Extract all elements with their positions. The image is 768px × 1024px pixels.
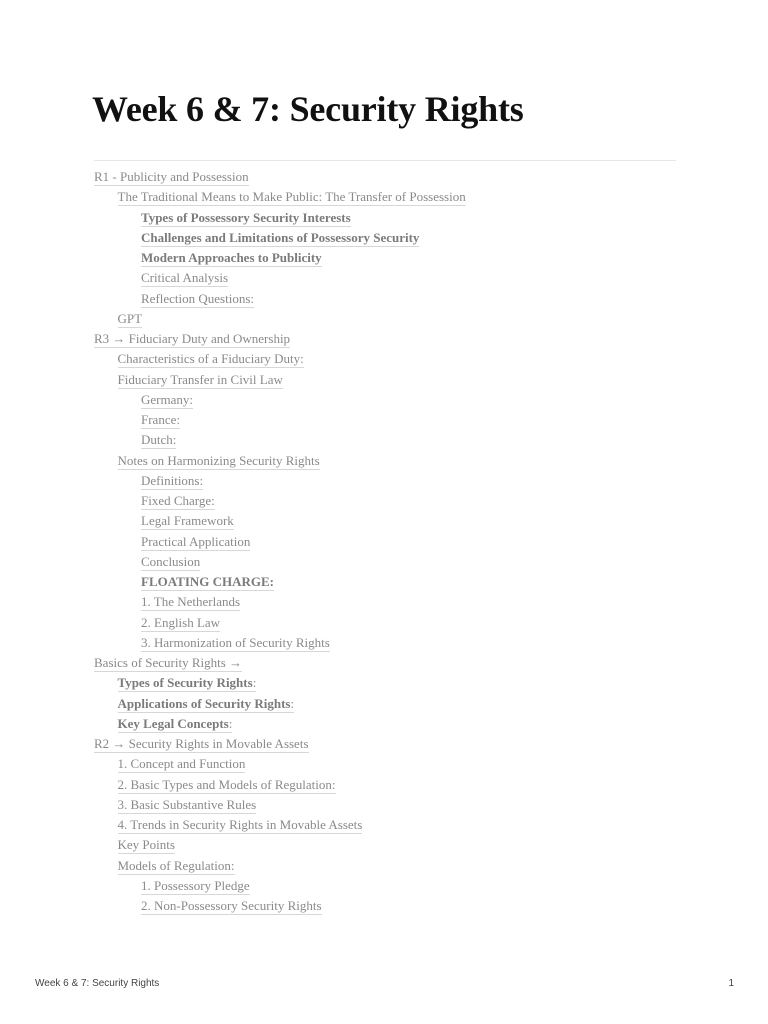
toc-link[interactable] — [141, 554, 200, 571]
page-title: Week 6 & 7: Security Rights — [92, 89, 524, 129]
toc-link-label: France: — [141, 412, 180, 427]
toc-item — [94, 815, 466, 835]
toc-link-label: 2. Basic Types and Models of Regulation: — [117, 776, 336, 792]
toc-link-label: Critical Analysis — [141, 270, 229, 286]
toc-item — [94, 491, 466, 511]
toc-link[interactable] — [94, 331, 290, 348]
toc-link[interactable] — [141, 250, 322, 267]
toc-link-label: Modern Approaches to Publicity — [141, 250, 322, 265]
toc-link-label: Challenges and Limitations of Possessory Security — [141, 229, 420, 245]
toc-link-label: Applications of Security Rights — [117, 695, 291, 711]
toc-item — [94, 390, 466, 410]
toc-item — [94, 349, 466, 369]
toc-link-label: The Traditional Means to Make Public: The Transfer of Possession — [117, 189, 466, 205]
toc-link[interactable] — [118, 716, 233, 733]
toc-item — [94, 228, 466, 248]
toc-link[interactable] — [118, 675, 257, 692]
footer-page-number: 1 — [728, 978, 734, 989]
toc-link[interactable] — [94, 736, 309, 753]
toc-item — [94, 613, 466, 633]
toc-link-suffix: : — [252, 675, 257, 691]
toc-link-label: 4. Trends in Security Rights in Movable Assets — [117, 817, 363, 832]
toc-link-label: Types of Possessory Security Interests — [141, 209, 351, 225]
toc-link-label: Notes on Harmonizing Security Rights — [117, 452, 320, 468]
toc-link[interactable] — [141, 270, 228, 287]
table-of-contents — [94, 167, 466, 916]
toc-link[interactable] — [118, 797, 257, 814]
toc-link[interactable] — [141, 493, 215, 510]
toc-link[interactable] — [118, 696, 295, 713]
toc-item — [94, 552, 466, 572]
toc-link[interactable] — [141, 230, 419, 247]
toc-item — [94, 451, 466, 471]
toc-item — [94, 208, 466, 228]
toc-item — [94, 430, 466, 450]
toc-item — [94, 876, 466, 896]
toc-link-label: Conclusion — [141, 553, 201, 569]
toc-item — [94, 592, 466, 612]
toc-link[interactable] — [141, 291, 254, 308]
toc-link[interactable] — [94, 655, 242, 672]
toc-link[interactable] — [118, 817, 363, 834]
toc-item — [94, 572, 466, 592]
toc-link-suffix: : — [290, 695, 295, 711]
toc-link-label: Basics of Security Rights → — [94, 655, 243, 670]
toc-item — [94, 309, 466, 329]
toc-link[interactable] — [141, 210, 351, 227]
toc-link[interactable] — [141, 878, 250, 895]
toc-link-label: 1. Possessory Pledge — [141, 877, 250, 893]
toc-link-suffix: : — [228, 715, 233, 731]
toc-link[interactable] — [141, 898, 322, 915]
toc-link-label: 3. Basic Substantive Rules — [117, 796, 257, 812]
toc-item — [94, 167, 466, 187]
toc-item — [94, 187, 466, 207]
toc-item — [94, 329, 466, 349]
toc-link-label: Characteristics of a Fiduciary Duty: — [117, 351, 304, 367]
toc-link[interactable] — [141, 432, 176, 449]
toc-link-label: Fiduciary Transfer in Civil Law — [117, 371, 283, 387]
toc-link[interactable] — [118, 777, 336, 794]
toc-link-label: R2 → Security Rights in Movable Assets — [94, 736, 309, 751]
toc-link[interactable] — [118, 351, 304, 368]
toc-link-label: R3 → Fiduciary Duty and Ownership — [94, 331, 291, 346]
toc-item — [94, 734, 466, 754]
toc-link[interactable] — [118, 837, 175, 854]
toc-item — [94, 653, 466, 673]
toc-item — [94, 370, 466, 390]
toc-link-label: Legal Framework — [141, 513, 234, 529]
toc-link-label: Models of Regulation: — [117, 857, 235, 873]
toc-link-label: R1 - Publicity and Possession — [94, 169, 249, 184]
toc-link[interactable] — [141, 392, 193, 409]
toc-item — [94, 775, 466, 795]
toc-link[interactable] — [141, 635, 330, 652]
toc-link[interactable] — [118, 756, 246, 773]
toc-item — [94, 896, 466, 916]
toc-link-label: GPT — [117, 310, 143, 326]
toc-item — [94, 289, 466, 309]
toc-item — [94, 714, 466, 734]
toc-item — [94, 471, 466, 491]
toc-link-label: 1. The Netherlands — [141, 594, 241, 610]
toc-item — [94, 856, 466, 876]
toc-link[interactable] — [118, 453, 320, 470]
toc-item — [94, 511, 466, 531]
toc-item — [94, 694, 466, 714]
toc-link-label: Key Points — [117, 837, 175, 853]
toc-link[interactable] — [141, 615, 220, 632]
toc-link-label: 1. Concept and Function — [117, 756, 246, 772]
toc-link-label: Key Legal Concepts — [117, 715, 229, 731]
toc-link[interactable] — [94, 169, 249, 186]
toc-link-label: Germany: — [141, 391, 193, 407]
toc-link[interactable] — [118, 372, 283, 389]
toc-item — [94, 795, 466, 815]
toc-link-label: Practical Application — [141, 533, 251, 549]
toc-item — [94, 754, 466, 774]
toc-item — [94, 673, 466, 693]
toc-link[interactable] — [118, 189, 466, 206]
toc-item — [94, 532, 466, 552]
toc-link[interactable] — [118, 858, 235, 875]
toc-item — [94, 410, 466, 430]
toc-link-label: Reflection Questions: — [141, 290, 255, 306]
toc-link-label: Types of Security Rights — [117, 675, 253, 691]
toc-link-label: 2. English Law — [141, 614, 221, 630]
toc-item — [94, 248, 466, 268]
toc-link[interactable] — [141, 594, 240, 611]
toc-link[interactable] — [141, 534, 250, 551]
toc-link-label: 2. Non-Possessory Security Rights — [141, 898, 322, 913]
toc-link-label: FLOATING CHARGE: — [141, 574, 275, 589]
toc-item — [94, 835, 466, 855]
toc-link[interactable] — [141, 473, 203, 490]
toc-link[interactable] — [118, 311, 143, 328]
toc-link-label: Fixed Charge: — [141, 493, 215, 508]
toc-item — [94, 633, 466, 653]
footer-document-title: Week 6 & 7: Security Rights — [35, 978, 160, 989]
toc-link-label: Definitions: — [141, 472, 204, 488]
toc-link-label: 3. Harmonization of Security Rights — [141, 634, 330, 650]
toc-link-label: Dutch: — [141, 432, 177, 448]
toc-link[interactable] — [141, 574, 274, 591]
toc-item — [94, 268, 466, 288]
toc-link[interactable] — [141, 412, 180, 429]
toc-link[interactable] — [141, 513, 234, 530]
title-divider — [94, 160, 676, 161]
